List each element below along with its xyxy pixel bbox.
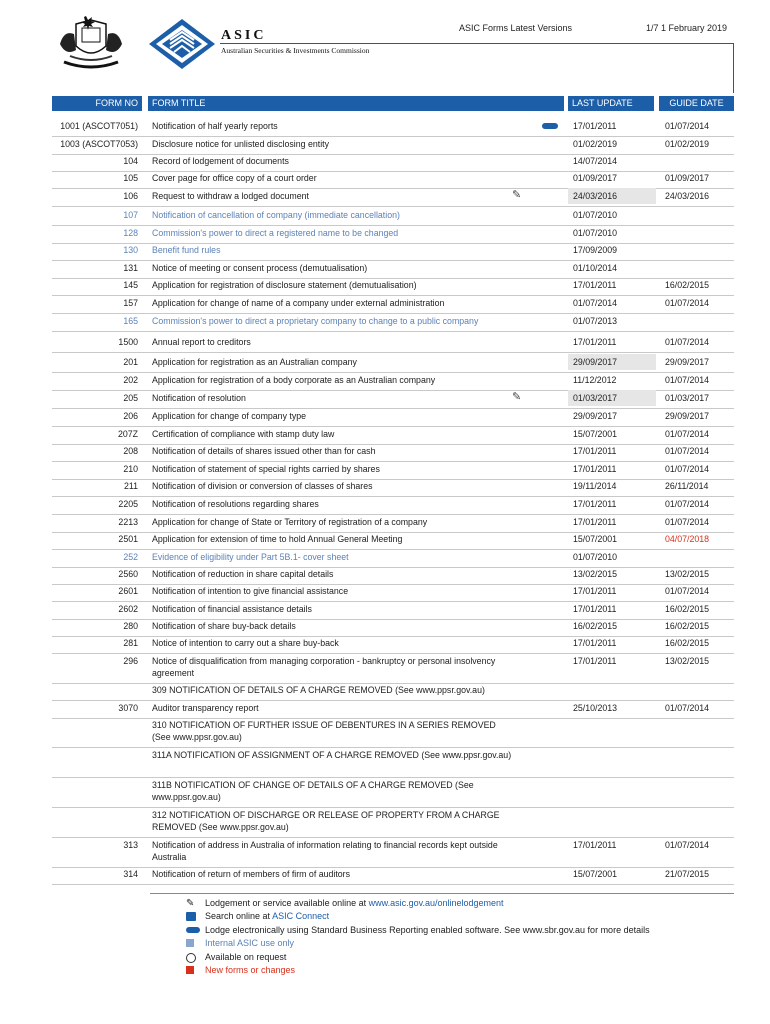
form-title: Notice of intention to carry out a share buy-back [152, 638, 339, 648]
row-divider [52, 807, 734, 808]
row-divider [52, 136, 734, 137]
form-title: 311A NOTIFICATION OF ASSIGNMENT OF A CHARGE REMOVED (See www.ppsr.gov.au) [152, 750, 512, 760]
form-number: 145 [123, 280, 138, 290]
row-divider [52, 653, 734, 654]
table-row [52, 315, 734, 329]
form-number: 1003 (ASCOT7053) [60, 139, 138, 149]
form-title[interactable]: Evidence of eligibility under Part 5B.1- cover sheet [152, 552, 349, 562]
form-title: 309 NOTIFICATION OF DETAILS OF A CHARGE REMOVED (See www.ppsr.gov.au) [152, 685, 485, 695]
last-update-date: 29/09/2017 [573, 357, 618, 367]
guide-date: 01/07/2014 [665, 517, 710, 527]
form-title: Notification of resolutions regarding shares [152, 499, 319, 509]
last-update-date: 17/01/2011 [573, 517, 617, 527]
column-header-last-update: LAST UPDATE [568, 96, 654, 111]
legend-label: Available on request [205, 952, 287, 962]
form-number: 2602 [118, 604, 138, 614]
guide-date: 01/07/2014 [665, 298, 710, 308]
last-update-date: 17/01/2011 [573, 656, 617, 666]
table-row [52, 868, 734, 882]
form-number: 208 [123, 446, 138, 456]
form-title: Notification of financial assistance details [152, 604, 312, 614]
table-row [52, 374, 734, 388]
form-title: Notification of division or conversion of classes of shares [152, 481, 373, 491]
page-header [0, 0, 770, 92]
table-row [52, 392, 734, 406]
last-update-date: 17/01/2011 [573, 840, 617, 850]
form-title: 312 NOTIFICATION OF DISCHARGE OR RELEASE OF PROPERTY FROM A CHARGE REMOVED (See www.ppsr.gov.au) [152, 810, 500, 832]
legend-text [205, 937, 294, 950]
table-row [52, 498, 734, 512]
row-divider [52, 496, 734, 497]
table-row [52, 138, 734, 152]
table-row [52, 190, 734, 204]
table-row [52, 516, 734, 530]
form-title[interactable]: Commission's power to direct a proprietary company to change to a public company [152, 316, 479, 326]
table-row [52, 244, 734, 258]
row-divider [52, 352, 734, 353]
last-update-date: 17/09/2009 [573, 245, 618, 255]
guide-date: 16/02/2015 [665, 604, 710, 614]
form-number: 281 [123, 638, 138, 648]
table-row [52, 655, 734, 681]
form-title: Notification of address in Australia of information relating to financial records kept outside Australia [152, 840, 498, 862]
header-rule [220, 43, 734, 44]
form-number: 104 [123, 156, 138, 166]
internal-icon [186, 939, 194, 947]
row-divider [52, 206, 734, 207]
last-update-date: 01/07/2010 [573, 552, 618, 562]
last-update-date: 01/02/2019 [573, 139, 618, 149]
last-update-date: 17/01/2011 [573, 586, 617, 596]
row-divider [52, 700, 734, 701]
row-divider [52, 601, 734, 602]
form-title: Notification of resolution [152, 393, 246, 403]
sbr-icon [542, 123, 558, 129]
last-update-date: 25/10/2013 [573, 703, 618, 713]
table-row [52, 120, 734, 134]
row-divider [52, 884, 734, 885]
guide-date: 13/02/2015 [665, 569, 710, 579]
brand-name: ASIC [221, 28, 267, 43]
guide-date: 01/07/2014 [665, 464, 710, 474]
legend-label: Search online at [205, 911, 273, 921]
table-row [52, 749, 734, 775]
guide-date: 26/11/2014 [665, 481, 709, 491]
table-row [52, 356, 734, 370]
form-title: Annual report to creditors [152, 337, 251, 347]
row-divider [52, 747, 734, 748]
legend-text [205, 924, 650, 937]
form-title: Application for change of State or Territory of registration of a company [152, 517, 428, 527]
form-number: 207Z [117, 429, 138, 439]
form-title: Record of lodgement of documents [152, 156, 289, 166]
table-row [52, 155, 734, 169]
form-title[interactable]: Notification of cancellation of company (immediate cancellation) [152, 210, 400, 220]
form-number: 201 [123, 357, 138, 367]
form-number: 314 [123, 869, 138, 879]
online-lodgement-icon[interactable]: ✎ [512, 189, 522, 201]
guide-date: 01/03/2017 [665, 393, 710, 403]
guide-date: 16/02/2015 [665, 621, 710, 631]
legend-text [205, 897, 504, 910]
form-number: 296 [123, 656, 138, 666]
last-update-date: 01/07/2010 [573, 228, 618, 238]
table-row [52, 603, 734, 617]
table-row [52, 719, 734, 745]
guide-date: 24/03/2016 [665, 191, 710, 201]
form-number: 106 [123, 191, 138, 201]
legend-text [205, 964, 295, 977]
form-number: 205 [123, 393, 138, 403]
form-title: Application for registration of a body corporate as an Australian company [152, 375, 436, 385]
online-lodgement-icon[interactable]: ✎ [512, 391, 522, 403]
form-title: Notification of share buy-back details [152, 621, 296, 631]
form-number: 105 [123, 173, 138, 183]
table-row [52, 779, 734, 805]
legend-label: Lodgement or service available online at [205, 898, 369, 908]
row-divider [52, 837, 734, 838]
table-row [52, 533, 734, 547]
table-row [52, 568, 734, 582]
coat-of-arms-logo [56, 16, 126, 72]
row-divider [52, 372, 734, 373]
last-update-date: 24/03/2016 [573, 191, 618, 201]
table-row [52, 702, 734, 716]
row-divider [52, 408, 734, 409]
form-number: 2501 [118, 534, 138, 544]
form-title: Notification of details of shares issued other than for cash [152, 446, 376, 456]
form-title: Notification of intention to give financial assistance [152, 586, 349, 596]
last-update-date: 15/07/2001 [573, 869, 618, 879]
last-update-date: 17/01/2011 [573, 638, 617, 648]
request-icon [186, 953, 196, 963]
document-title: ASIC Forms Latest Versions [459, 23, 573, 33]
table-row [52, 262, 734, 276]
guide-date: 16/02/2015 [665, 280, 710, 290]
form-title: Application for registration as an Australian company [152, 357, 357, 367]
last-update-date: 01/09/2017 [573, 173, 618, 183]
form-number: 2560 [118, 569, 138, 579]
form-number: 313 [123, 840, 138, 850]
form-title: Notification of return of members of firm of auditors [152, 869, 351, 879]
table-row [52, 637, 734, 651]
form-number: 130 [123, 245, 138, 255]
form-title[interactable]: Benefit fund rules [152, 245, 221, 255]
table-row [52, 227, 734, 241]
last-update-date: 17/01/2011 [573, 280, 617, 290]
last-update-date: 01/10/2014 [573, 263, 618, 273]
table-row [52, 839, 734, 865]
connect-icon [186, 912, 196, 921]
form-title: Notification of reduction in share capital details [152, 569, 334, 579]
new-icon [186, 966, 194, 974]
row-divider [52, 426, 734, 427]
form-title: Application for change of name of a company under external administration [152, 298, 445, 308]
form-title: Certification of compliance with stamp duty law [152, 429, 335, 439]
form-title: Application for extension of time to hold Annual General Meeting [152, 534, 403, 544]
last-update-date: 13/02/2015 [573, 569, 618, 579]
table-row [52, 209, 734, 223]
table-row [52, 463, 734, 477]
header-vertical-rule [733, 43, 734, 93]
form-title: Application for registration of disclosure statement (demutualisation) [152, 280, 417, 290]
asic-diamond-logo [148, 18, 216, 70]
last-update-date: 17/01/2011 [573, 464, 617, 474]
column-header-form-no: FORM NO [52, 96, 142, 111]
legend-divider [150, 893, 734, 894]
table-row [52, 585, 734, 599]
last-update-date: 17/01/2011 [573, 604, 617, 614]
last-update-date: 19/11/2014 [573, 481, 617, 491]
row-divider [52, 461, 734, 462]
last-update-date: 17/01/2011 [573, 121, 617, 131]
row-divider [52, 331, 734, 332]
form-number: 202 [123, 375, 138, 385]
row-divider [52, 549, 734, 550]
form-number: 131 [123, 263, 138, 273]
last-update-date: 17/01/2011 [573, 446, 617, 456]
guide-date: 13/02/2015 [665, 656, 710, 666]
form-number: 252 [123, 552, 138, 562]
form-number: 128 [123, 228, 138, 238]
table-row [52, 445, 734, 459]
guide-date: 29/09/2017 [665, 357, 710, 367]
last-update-date: 11/12/2012 [573, 375, 617, 385]
last-update-date: 17/01/2011 [573, 499, 617, 509]
table-row [52, 428, 734, 442]
form-title: 310 NOTIFICATION OF FURTHER ISSUE OF DEBENTURES IN A SERIES REMOVED (See www.ppsr.gov.au) [152, 720, 496, 742]
last-update-date: 17/01/2011 [573, 337, 617, 347]
table-row [52, 809, 734, 835]
last-update-date: 01/03/2017 [573, 393, 618, 403]
column-header-form-title: FORM TITLE [148, 96, 564, 111]
row-divider [52, 295, 734, 296]
guide-date: 01/07/2014 [665, 499, 710, 509]
last-update-date: 01/07/2014 [573, 298, 618, 308]
brand-full-name: Australian Securities & Investments Commission [221, 46, 370, 55]
legend-link: New forms or changes [205, 965, 296, 975]
form-number: 3070 [118, 703, 138, 713]
form-number: 211 [123, 481, 138, 491]
last-update-date: 14/07/2014 [573, 156, 618, 166]
row-divider [52, 225, 734, 226]
form-number: 210 [123, 464, 138, 474]
form-number: 165 [123, 316, 138, 326]
form-title: Notification of statement of special rights carried by shares [152, 464, 380, 474]
form-number: 2601 [118, 586, 138, 596]
form-number: 206 [123, 411, 138, 421]
guide-date: 29/09/2017 [665, 411, 710, 421]
form-number: 157 [123, 298, 138, 308]
legend-link[interactable]: www.asic.gov.au/onlinelodgement [368, 898, 504, 908]
form-title: Auditor transparency report [152, 703, 259, 713]
row-divider [52, 260, 734, 261]
last-update-date: 29/09/2017 [573, 411, 618, 421]
guide-date: 01/07/2014 [665, 446, 710, 456]
table-row [52, 336, 734, 350]
last-update-date: 15/07/2001 [573, 534, 618, 544]
form-number: 107 [123, 210, 138, 220]
form-title: Request to withdraw a lodged document [152, 191, 309, 201]
last-update-date: 01/07/2013 [573, 316, 618, 326]
guide-date: 01/07/2014 [665, 337, 710, 347]
legend-label: Lodge electronically using Standard Business Reporting enabled software. See www.sbr.gov.au for more details [205, 925, 650, 935]
guide-date: 01/07/2014 [665, 703, 710, 713]
guide-date: 01/09/2017 [665, 173, 710, 183]
guide-date: 04/07/2018 [665, 534, 710, 544]
form-title: Notice of disqualification from managing corporation - bankruptcy or personal insolvency agreement [152, 656, 496, 678]
form-title: 311B NOTIFICATION OF CHANGE OF DETAILS OF A CHARGE REMOVED (See www.ppsr.gov.au) [152, 780, 474, 802]
guide-date: 01/07/2014 [665, 586, 710, 596]
legend-text [205, 951, 286, 964]
table-row [52, 480, 734, 494]
legend-link[interactable]: ASIC Connect [272, 911, 330, 921]
table-row [52, 279, 734, 293]
table-row [52, 172, 734, 186]
guide-date: 01/07/2014 [665, 375, 710, 385]
table-row [52, 297, 734, 311]
column-header-guide-date: GUIDE DATE [659, 96, 734, 111]
form-number: 1001 (ASCOT7051) [60, 121, 138, 131]
last-update-date: 16/02/2015 [573, 621, 618, 631]
form-title: Application for change of company type [152, 411, 307, 421]
legend-link: Internal ASIC use only [205, 938, 295, 948]
row-divider [52, 777, 734, 778]
form-title: Cover page for office copy of a court order [152, 173, 317, 183]
guide-date: 16/02/2015 [665, 638, 710, 648]
row-divider [52, 313, 734, 314]
guide-date: 01/02/2019 [665, 139, 710, 149]
last-update-date: 15/07/2001 [573, 429, 618, 439]
guide-date: 21/07/2015 [665, 869, 710, 879]
row-divider [52, 514, 734, 515]
form-title: Notification of half yearly reports [152, 121, 278, 131]
form-number: 2205 [118, 499, 138, 509]
form-number: 2213 [118, 517, 138, 527]
last-update-date: 01/07/2010 [573, 210, 618, 220]
page-info: 1/7 1 February 2019 [646, 23, 728, 33]
sbr-icon [186, 927, 200, 933]
guide-date: 01/07/2014 [665, 121, 710, 131]
legend-text [205, 910, 329, 923]
form-number: 1500 [118, 337, 138, 347]
table-row [52, 620, 734, 634]
pen-icon: ✎ [186, 898, 195, 909]
form-title: Notice of meeting or consent process (demutualisation) [152, 263, 368, 273]
table-row [52, 684, 734, 698]
guide-date: 01/07/2014 [665, 429, 710, 439]
form-title[interactable]: Commission's power to direct a registered name to be changed [152, 228, 399, 238]
guide-date: 01/07/2014 [665, 840, 710, 850]
form-number: 280 [123, 621, 138, 631]
table-row [52, 551, 734, 565]
form-title: Disclosure notice for unlisted disclosing entity [152, 139, 329, 149]
table-row [52, 410, 734, 424]
